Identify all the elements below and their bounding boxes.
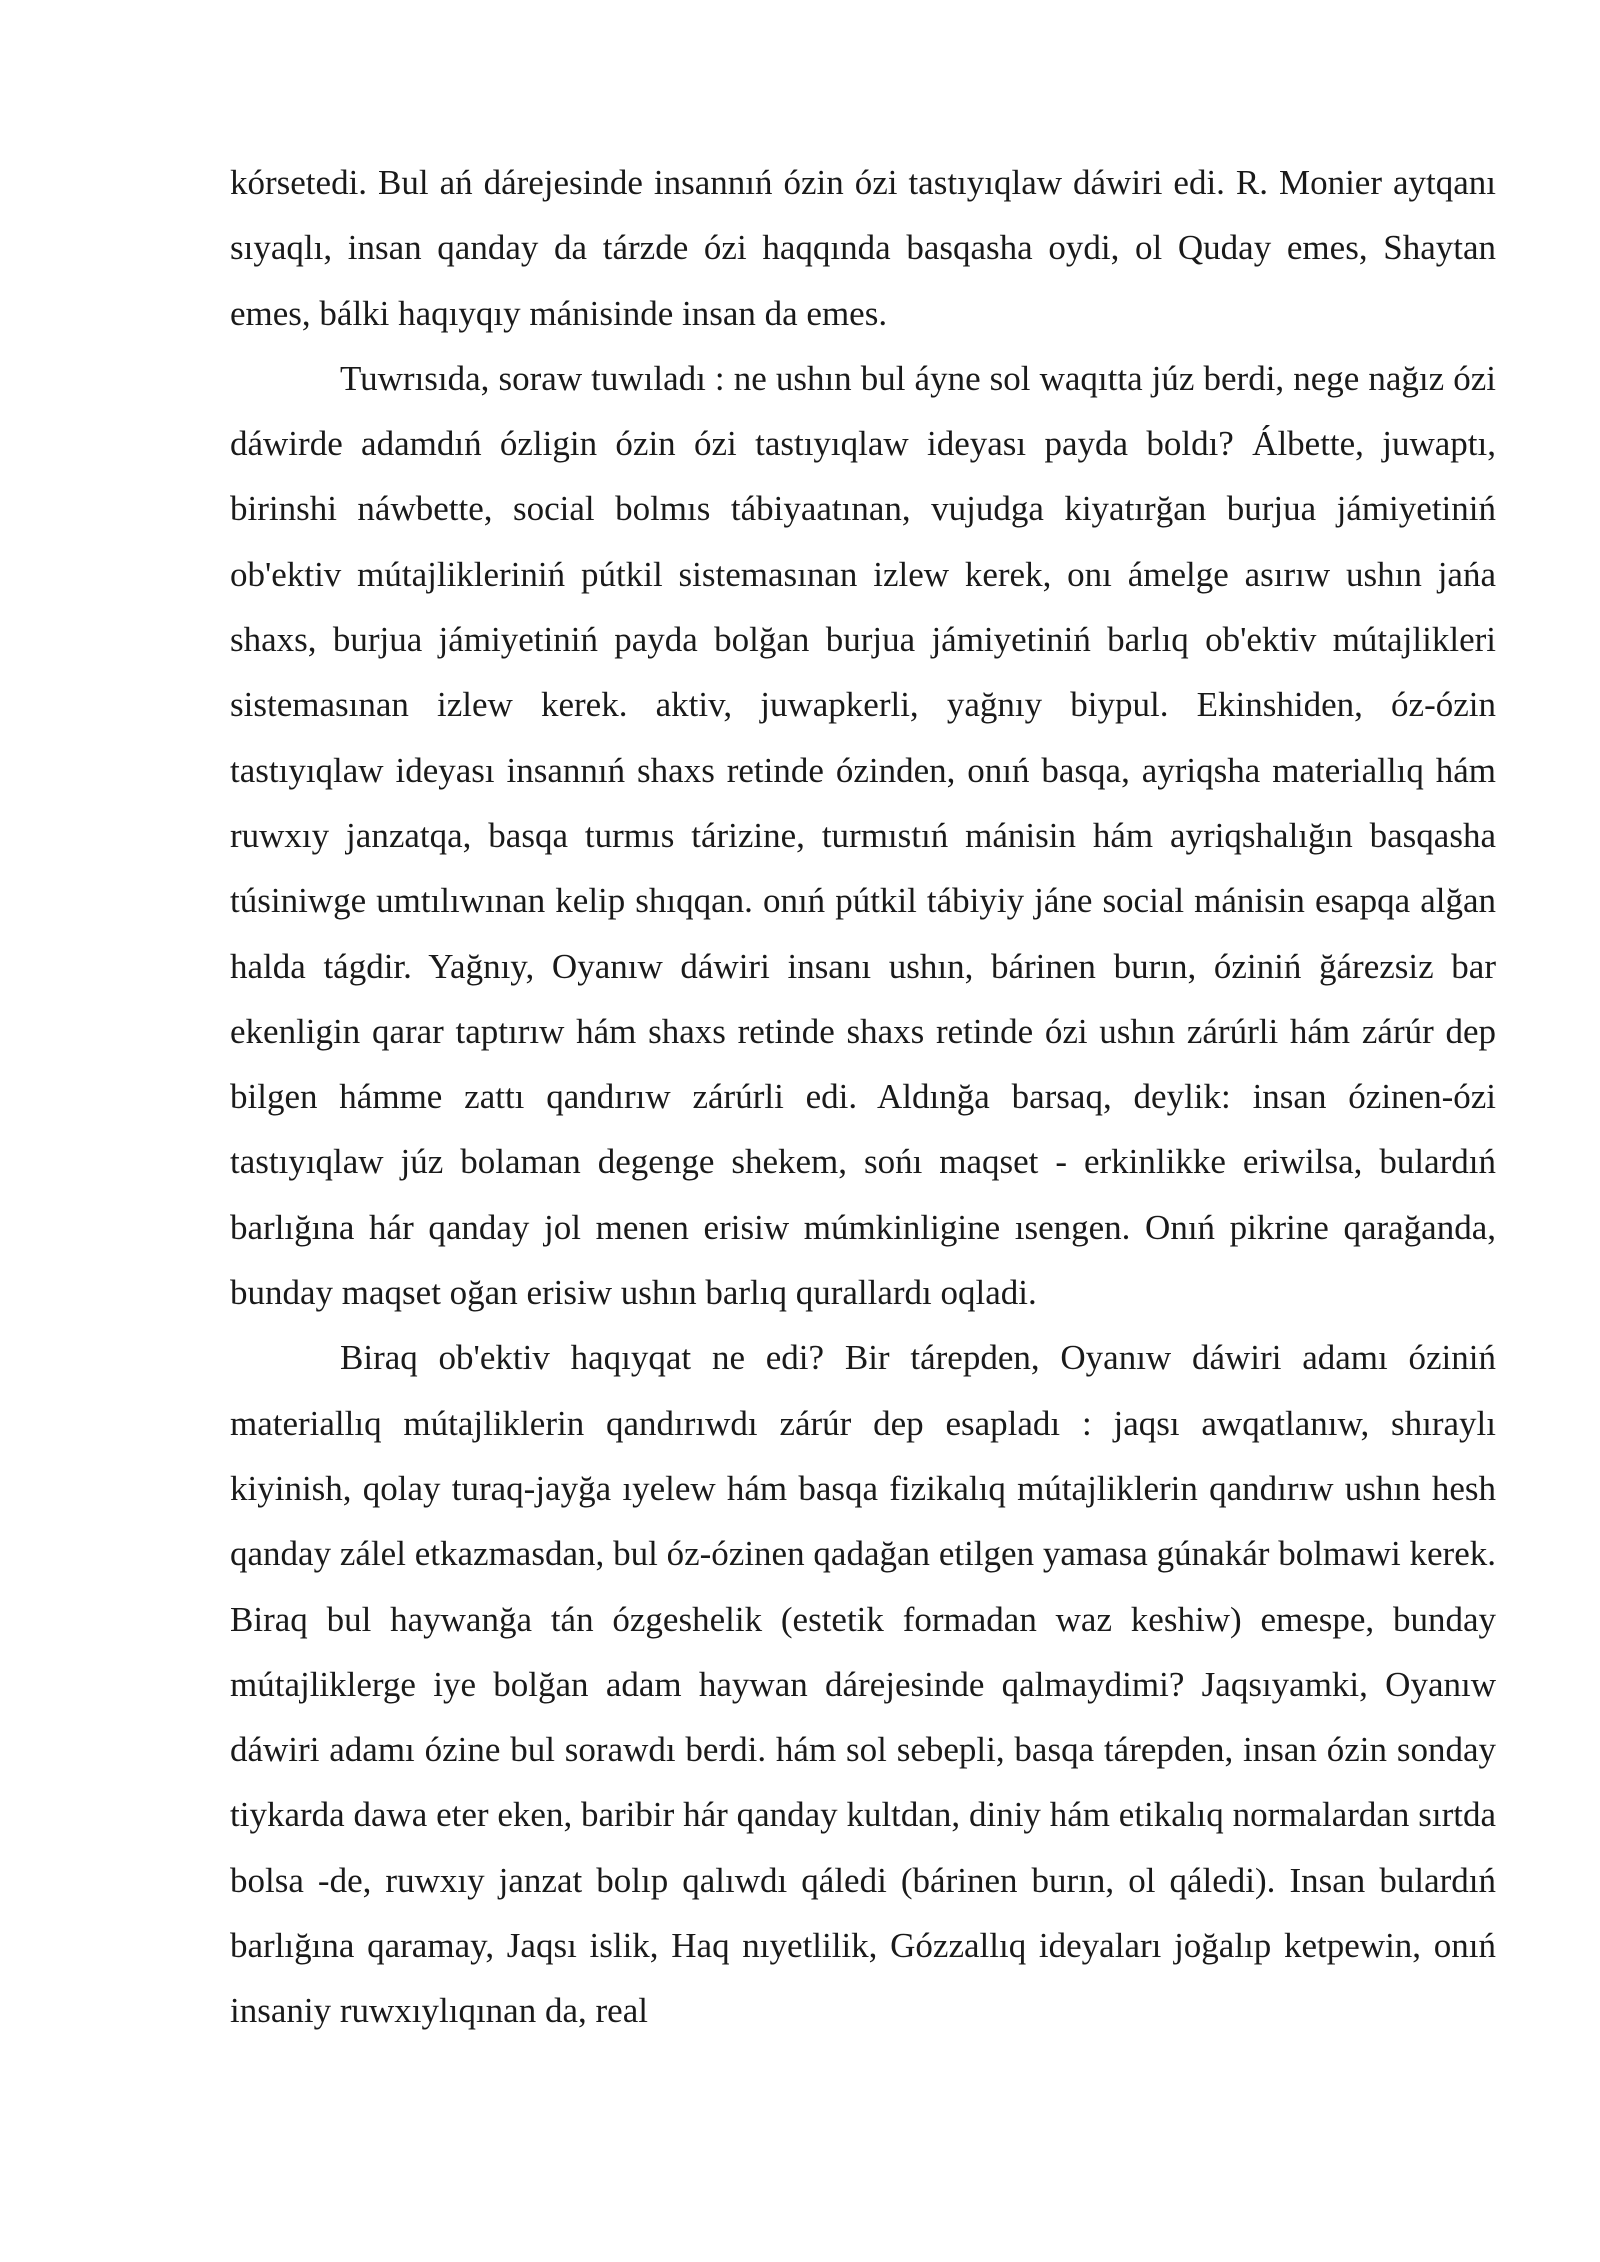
paragraph: Tuwrısıda, soraw tuwıladı : ne ushın bul áyne sol waqıtta júz berdi, nege nağız ózi dáwirde adamdıń ózligin ózin ózi tastıyıqlaw ideyası payda boldı? Álbette, juwaptı, birinshi náwbette, social bolmıs tábiyaatınan, vujudga kiyatırğan burjua jámiyetiniń ob'ektiv mútajlikleriniń pútkil sistemasınan izlew kerek, onı ámelge asırıw ushın jańa shaxs, burjua jámiyetiniń payda bolğan burjua jámiyetiniń barlıq ob'ektiv mútajlikleri sistemasınan izlew kerek. aktiv, juwapkerli, yağnıy biypul. Ekinshiden, óz-ózin tastıyıqlaw ideyası insannıń shaxs retinde ózinden, onıń basqa, ayriqsha materiallıq hám ruwxıy janzatqa, basqa turmıs tárizine, turmıstıń mánisin hám ayriqshalığın basqasha túsiniwge umtılıwınan kelip shıqqan. onıń pútkil tábiyiy jáne social mánisin esapqa alğan halda tágdir. Yağnıy, Oyanıw dáwiri insanı ushın, bárinen burın, óziniń ğárezsiz bar ekenligin qarar taptırıw hám shaxs retinde shaxs retinde ózi ushın zárúrli hám zárúr dep bilgen hámme zattı qandırıw zárúrli edi. Aldınğa barsaq, deylik: insan ózinen-ózi tastıyıqlaw júz bolaman degenge shekem, sońı maqset - erkinlikke eriwilsa, bulardıń barlığına hár qanday jol menen erisiw múmkinligine ısengen. Onıń pikrine qarağanda, bunday maqset oğan erisiw ushın barlıq qurallardı oqladi. xyxy=(230,358,1496,1313)
paragraph: Biraq ob'ektiv haqıyqat ne edi? Bir tárepden, Oyanıw dáwiri adamı óziniń materiallıq mútajliklerin qandırıwdı zárúr dep esapladı : jaqsı awqatlanıw, shıraylı kiyinish, qolay turaq-jayğa ıyelew hám basqa fizikalıq mútajliklerin qandırıw ushın hesh qanday zálel etkazmasdan, bul óz-ózinen qadağan etilgen yamasa gúnakár bolmawi kerek. Biraq bul haywanğa tán ózgeshelik (estetik formadan waz keshiw) emespe, bunday mútajliklerge iye bolğan adam haywan dárejesinde qalmaydimi? Jaqsıyamki, Oyanıw dáwiri adamı ózine bul sorawdı berdi. hám sol sebepli, basqa tárepden, insan ózin sonday tiykarda dawa eter eken, baribir hár qanday kultdan, diniy hám etikalıq normalardan sırtda bolsa -de, ruwxıy janzat bolıp qalıwdı qáledi (bárinen burın, ol qáledi). Insan bulardıń barlığına qaramay, Jaqsı islik, Haq nıyetlilik, Gózzallıq ideyaları joğalıp ketpewin, onıń insaniy ruwxıylıqınan da, real xyxy=(230,1338,1496,2031)
body-text xyxy=(230,150,1496,2044)
paragraph: kórsetedi. Bul ań dárejesinde insannıń ózin ózi tastıyıqlaw dáwiri edi. R. Monier aytqanı sıyaqlı, insan qanday da tárzde ózi haqqında basqasha oydi, ol Quday emes, Shaytan emes, bálki haqıyqıy mánisinde insan da emes. xyxy=(230,163,1496,333)
